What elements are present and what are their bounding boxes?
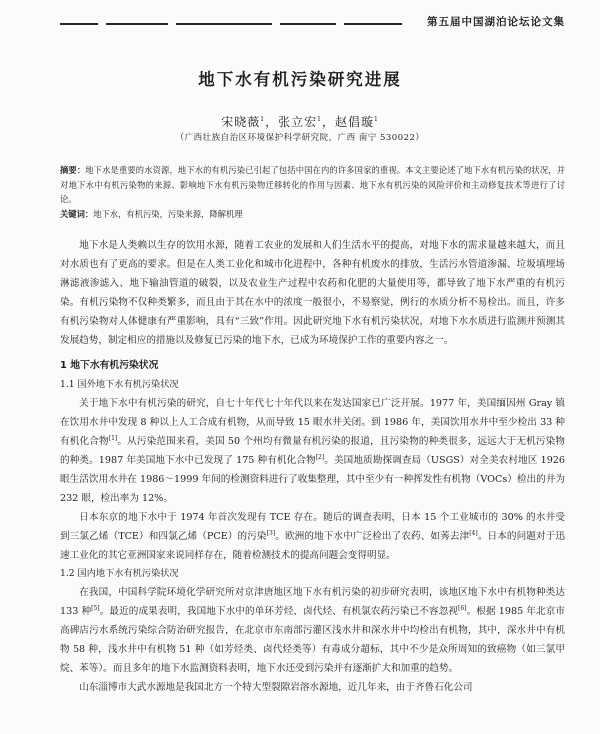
keywords	[60, 207, 565, 222]
subsection-heading: 1.2 国内地下水有机污染状况	[60, 568, 179, 579]
author-separator: ，	[321, 115, 335, 129]
journal-title: 第五届中国湖泊论坛论文集	[427, 16, 565, 28]
header-rule-segment	[176, 23, 272, 25]
body-paragraph	[60, 508, 565, 565]
abstract-text: 地下水是重要的水资源，地下水的有机污染已引起了包括中国在内的许多国家的重视。本文主要论述了地下水有机污染的状况，并对地下水中有机污染物的来源、影响地下水有机污染物迁移转化的作用与因素、地下水有机污染的风险评价和主动修复技术等进行了讨论。	[60, 165, 565, 205]
abstract	[60, 163, 565, 207]
paragraph-text: 。美国地质勘探调查局（USGS）对全美农村地区 1926 眼生活饮用水井在 1986～1999 年间的检测资料进行了收集整理，其中至少有一种挥发性有机物（VOCs）检出的井为 232 眼，检出率为 12%。	[60, 455, 566, 504]
citation-ref: [3]	[266, 529, 276, 537]
intro-paragraph: 地下水是人类赖以生存的饮用水源，随着工农业的发展和人们生活水平的提高，对地下水的需求量越来越大，而且对水质也有了更高的要求。但是在人类工业化和城市化进程中，各种有机废水的排放，生活污水管道渗漏、垃圾填埋场淋滤液渗滤入、地下输油管道的破裂，以及农业生产过程中农药和化肥的大量使用等，都导致了地下水严重的有机污染。有机污染物不仅种类繁多，而且由于其在水中的浓度一般很小，不易察觉，例行的水质分析不易检出。而且，许多有机污染物对人体健康有严重影响，具有“三致”作用。因此研究地下水有机污染状况，对地下水水质进行监测并预测其发展趋势，制定相应的措施以及修复已污染的地下水，已成为环境保护工作的重要内容之一。	[60, 240, 565, 346]
paragraph-text: 在我国，中国科学院环境化学研究所对京津唐地区地下水有机污染的初步研究表明，该地区地下水中有机物种类达 133 种	[60, 587, 565, 617]
paragraph-text: 。最近的成果表明，我国地下水中的单环芳烃、卤代烃、有机氯农药污染已不容忽视	[99, 606, 459, 617]
author-list	[0, 113, 600, 130]
citation-ref: [2]	[315, 453, 325, 461]
paragraph-text: 。欧洲的地下水中广泛检出了农药、如莠去津	[275, 531, 470, 542]
citation-ref: [6]	[458, 604, 467, 612]
author-separator: ，	[265, 115, 279, 129]
affiliation-mark: 1	[373, 116, 379, 123]
paragraph-text: 关于地下水中有机污染的研究，自七十年代七十年代以来在发达国家已广泛开展。1977 年，美国缅因州 Gray 镇在饮用水井中发现 8 种以上人工合成有机物，从而导致 15 眼水井关闭。到 1986 年，美国饮用水井中至少检出 33 种有机化合物	[60, 398, 565, 447]
body-paragraph: 山东淄博市大武水源地是我国北方一个特大型裂隙岩溶水源地，近几年来，由于齐鲁石化公司	[79, 682, 473, 693]
header-rule-segment	[344, 23, 402, 25]
running-header	[60, 14, 565, 32]
header-rule-segment	[280, 23, 336, 25]
paragraph-text: 。根据 1985 年北京市高碑店污水系统污染综合防治研究报告，在北京市东南部污灌区浅水井和深水井中均检出有机物，其中，深水井中有机物 58 种，浅水井中有机物 51 种（如芳烃类、卤代烃类等）有毒成分超标，其中不少是众所周知的致癌物（如三氯甲烷、苯等）。而且多年的地下水监测资料表明，地下水还受到污染并有逐渐扩大和加重的趋势。	[60, 606, 565, 674]
keywords-text: 地下水，有机污染，污染来源，降解机理	[93, 209, 243, 219]
abstract-label: 摘要：	[60, 165, 86, 175]
citation-ref: [1]	[108, 434, 118, 442]
paragraph-text: 。日本的问题对于迅速工业化的其它亚洲国家来说同样存在，随着检测技术的提高问题会变得明显。	[60, 531, 566, 561]
affiliation-mark: 1	[317, 116, 322, 123]
paragraph-text: 。从污染范围来看，美国 50 个州均有微量有机污染的报道，且污染物的种类很多，远远大于无机污染物的种类。1987 年美国地下水中已发现了 175 种有机化合物	[60, 436, 565, 466]
citation-ref: [4]	[469, 529, 478, 537]
affiliation-mark: 1	[260, 116, 266, 123]
affiliation: （广西壮族自治区环境保护科学研究院，广西 南宁 530022）	[175, 133, 425, 143]
author-name: 宋晓薇	[221, 115, 261, 129]
author-name: 张立宏	[278, 115, 318, 129]
article-body	[60, 236, 565, 697]
section-heading: 1 地下水有机污染状况	[60, 360, 159, 371]
author-name: 赵倡璇	[334, 115, 374, 129]
body-paragraph	[60, 583, 565, 678]
header-rule-segment	[106, 23, 168, 25]
keywords-label: 关键词：	[60, 209, 94, 219]
paragraph-text: 日本东京的地下水中于 1974 年首次发现有 TCE 存在。随后的调查表明，日本 15 个工业城市的 30% 的水井受到三氯乙烯（TCE）和四氯乙烯（PCE）的污染	[60, 512, 565, 542]
citation-ref: [5]	[91, 604, 100, 612]
subsection-heading: 1.1 国外地下水有机污染状况	[60, 379, 179, 390]
header-rule-segment	[60, 23, 98, 25]
article-title: 地下水有机污染研究进展	[198, 70, 402, 89]
body-paragraph	[60, 394, 565, 508]
